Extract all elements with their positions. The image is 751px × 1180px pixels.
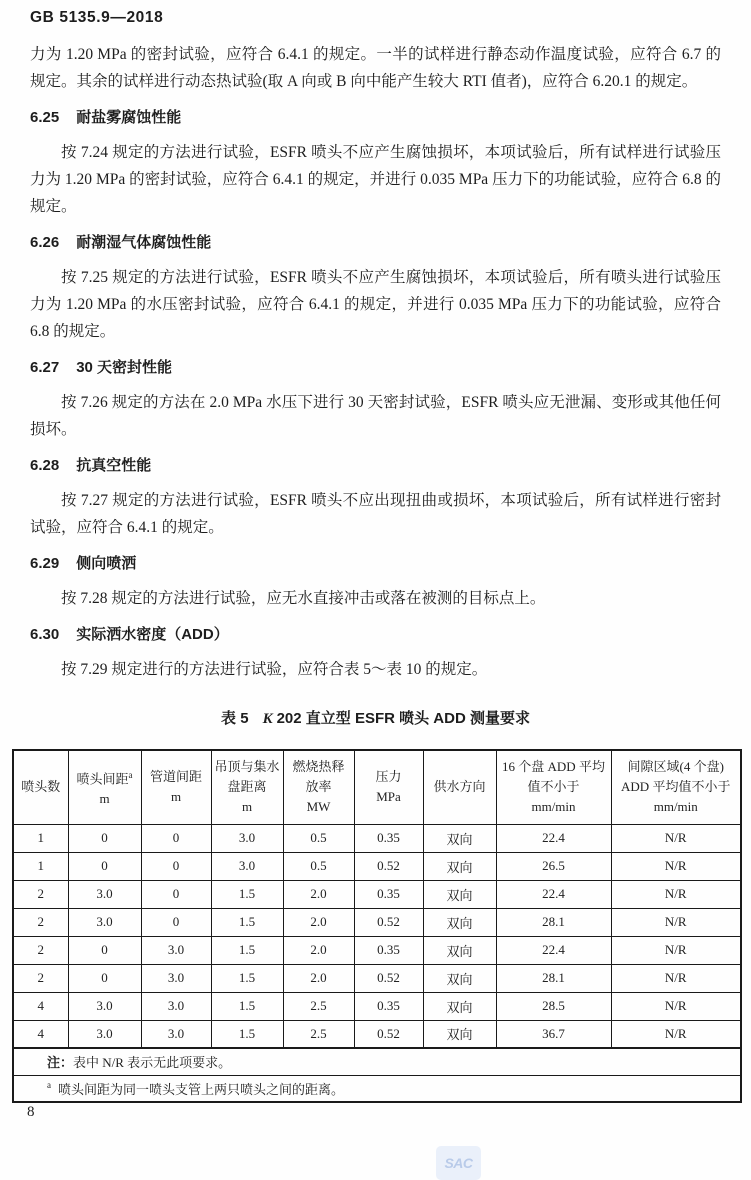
table-cell: 3.0 — [68, 1020, 141, 1048]
table-cell: 2.0 — [283, 908, 354, 936]
table-cell: 28.1 — [496, 908, 611, 936]
table-cell: 2.0 — [283, 880, 354, 908]
table5-caption-label: 表 5 — [221, 710, 249, 727]
table-note-row — [13, 1048, 741, 1075]
page-number: 8 — [27, 1104, 35, 1120]
section-heading-6-28 — [30, 458, 721, 474]
section-paragraph-6-26: 按 7.25 规定的方法进行试验，ESFR 喷头不应产生腐蚀损坏，本项试验后，所有喷头进行试验压力为 1.20 MPa 的水压密封试验，应符合 6.4.1 的规定，并进行 0.035 MPa 压力下的功能试验，应符合 6.8 的规定。 — [30, 269, 721, 340]
table-cell: 3.0 — [211, 824, 283, 852]
table-cell: 3.0 — [141, 1020, 211, 1048]
table-cell: N/R — [611, 1020, 741, 1048]
table5-caption — [30, 710, 721, 728]
table-cell: 2.5 — [283, 1020, 354, 1048]
table-cell: 1.5 — [211, 964, 283, 992]
table-cell: 26.5 — [496, 852, 611, 880]
table-row — [13, 992, 741, 1020]
table-cell: 28.1 — [496, 964, 611, 992]
table-cell: 1.5 — [211, 1020, 283, 1048]
section-title: 30 天密封性能 — [76, 359, 173, 376]
table-cell: 0 — [68, 852, 141, 880]
section-paragraph-6-25: 按 7.24 规定的方法进行试验，ESFR 喷头不应产生腐蚀损坏，本项试验后，所有试样进行试验压力为 1.20 MPa 的密封试验，应符合 6.4.1 的规定，并进行 0.035 MPa 压力下的功能试验，应符合 6.8 的规定。 — [30, 144, 721, 215]
table-cell: 2.5 — [283, 992, 354, 1020]
col-header-sprinkler-spacing: 喷头间距$^a$ m — [68, 750, 141, 824]
table-cell: 0 — [141, 824, 211, 852]
standard-number: GB 5135.9—2018 — [30, 9, 164, 26]
table-cell: 3.0 — [141, 992, 211, 1020]
section-paragraph-6-27: 按 7.26 规定的方法在 2.0 MPa 水压下进行 30 天密封试验，ESFR 喷头应无泄漏、变形或其他任何损坏。 — [30, 394, 721, 438]
note-text: 表中 N/R 表示无此项要求。 — [73, 1055, 232, 1071]
table-cell: 2.0 — [283, 964, 354, 992]
table-cell: 2 — [13, 880, 68, 908]
table-cell: N/R — [611, 880, 741, 908]
table-cell: 2 — [13, 964, 68, 992]
table-cell: 0.52 — [354, 908, 423, 936]
table-cell: 2 — [13, 936, 68, 964]
table-cell: 22.4 — [496, 824, 611, 852]
add-requirements-table — [12, 749, 742, 1103]
table-cell: 0 — [141, 908, 211, 936]
table5-caption-k-factor: K — [262, 711, 273, 727]
table-footnote — [13, 1075, 741, 1102]
table-footnote-row — [13, 1075, 741, 1102]
table-cell: 4 — [13, 992, 68, 1020]
col-header-16-pan-add-average: 16 个盘 ADD 平均值不小于 mm/min — [496, 750, 611, 824]
section-heading-6-30 — [30, 627, 721, 643]
table-cell: N/R — [611, 824, 741, 852]
table-cell: 双向 — [423, 964, 496, 992]
table-cell: 双向 — [423, 992, 496, 1020]
table-row — [13, 964, 741, 992]
section-number: 6.25 — [30, 109, 60, 126]
table-cell: 3.0 — [68, 908, 141, 936]
table-cell: 0.35 — [354, 992, 423, 1020]
table-cell: 0 — [141, 852, 211, 880]
table-cell: 0.52 — [354, 852, 423, 880]
section-number: 6.27 — [30, 359, 60, 376]
col-header-heat-release-rate: 燃烧热释放率 MW — [283, 750, 354, 824]
table-cell: 3.0 — [68, 992, 141, 1020]
table-cell: 0 — [68, 824, 141, 852]
section-heading-6-27 — [30, 360, 721, 376]
table-cell: 4 — [13, 1020, 68, 1048]
table-cell: 28.5 — [496, 992, 611, 1020]
table-cell: N/R — [611, 936, 741, 964]
table-cell: 1 — [13, 852, 68, 880]
section-heading-6-25 — [30, 110, 721, 126]
table-cell: 双向 — [423, 880, 496, 908]
section-title: 侧向喷洒 — [76, 555, 137, 572]
col-header-sprinkler-count: 喷头数 — [13, 750, 68, 824]
table-cell: N/R — [611, 992, 741, 1020]
col-header-ceiling-pan-distance: 吊顶与集水盘距离 m — [211, 750, 283, 824]
section-number: 6.28 — [30, 457, 60, 474]
table-cell: N/R — [611, 964, 741, 992]
table-cell: 36.7 — [496, 1020, 611, 1048]
table-cell: 22.4 — [496, 936, 611, 964]
note-label: 注： — [47, 1055, 74, 1071]
table5-caption-text: 202 直立型 ESFR 喷头 ADD 测量要求 — [276, 710, 530, 727]
col-header-pressure: 压力 MPa — [354, 750, 423, 824]
table-cell: 3.0 — [68, 880, 141, 908]
footnote-marker: a — [47, 1080, 51, 1091]
table-cell: 双向 — [423, 908, 496, 936]
table-row — [13, 852, 741, 880]
section-paragraph-6-29: 按 7.28 规定的方法进行试验，应无水直接冲击或落在被测的目标点上。 — [61, 590, 546, 607]
section-title: 耐潮湿气体腐蚀性能 — [76, 234, 212, 251]
section-title: 耐盐雾腐蚀性能 — [76, 109, 182, 126]
table-row — [13, 1020, 741, 1048]
section-number: 6.29 — [30, 555, 60, 572]
table-cell: N/R — [611, 908, 741, 936]
table-cell: 0 — [68, 936, 141, 964]
table-cell: 0.35 — [354, 880, 423, 908]
table-cell: 3.0 — [211, 852, 283, 880]
table-cell: 1.5 — [211, 880, 283, 908]
table-cell: 0.52 — [354, 964, 423, 992]
sac-logo-watermark: SAC — [436, 1146, 481, 1180]
table-cell: 2.0 — [283, 936, 354, 964]
table-cell: 1.5 — [211, 992, 283, 1020]
table-row — [13, 880, 741, 908]
section-paragraph-6-30: 按 7.29 规定进行的方法进行试验，应符合表 5～表 10 的规定。 — [61, 661, 488, 678]
table-cell: 0.5 — [283, 824, 354, 852]
table-cell: N/R — [611, 852, 741, 880]
table-cell: 22.4 — [496, 880, 611, 908]
table-cell: 0.52 — [354, 1020, 423, 1048]
table-cell: 双向 — [423, 1020, 496, 1048]
section-paragraph-6-28: 按 7.27 规定的方法进行试验，ESFR 喷头不应出现扭曲或损坏，本项试验后，所有试样进行密封试验，应符合 6.4.1 的规定。 — [30, 492, 721, 536]
table-cell: 1.5 — [211, 936, 283, 964]
section-number: 6.30 — [30, 626, 60, 643]
table-note — [13, 1048, 741, 1075]
table-cell: 双向 — [423, 852, 496, 880]
table-row — [13, 908, 741, 936]
section-number: 6.26 — [30, 234, 60, 251]
footnote-text: 喷头间距为同一喷头支管上两只喷头之间的距离。 — [58, 1081, 345, 1097]
table-header-row — [13, 750, 741, 824]
table-body — [13, 824, 741, 1048]
table-row — [13, 936, 741, 964]
table-cell: 0.35 — [354, 936, 423, 964]
table-cell: 2 — [13, 908, 68, 936]
table-cell: 0 — [68, 964, 141, 992]
table-cell: 1.5 — [211, 908, 283, 936]
table-cell: 0.5 — [283, 852, 354, 880]
table-cell: 0.35 — [354, 824, 423, 852]
table-cell: 双向 — [423, 936, 496, 964]
table-cell: 0 — [141, 880, 211, 908]
col-header-gap-area-add-average: 间隙区域(4 个盘) ADD 平均值不小于 mm/min — [611, 750, 741, 824]
table-cell: 3.0 — [141, 936, 211, 964]
section-title: 实际洒水密度（ADD） — [76, 626, 229, 643]
section-heading-6-29 — [30, 556, 721, 572]
col-header-water-supply-direction: 供水方向 — [423, 750, 496, 824]
col-header-pipe-spacing: 管道间距 m — [141, 750, 211, 824]
table-cell: 1 — [13, 824, 68, 852]
table-row — [13, 824, 741, 852]
section-title: 抗真空性能 — [76, 457, 152, 474]
intro-paragraph: 力为 1.20 MPa 的密封试验，应符合 6.4.1 的规定。一半的试样进行静态动作温度试验，应符合 6.7 的规定。其余的试样进行动态热试验(取 A 向或 B 向中能产生较大 RTI 值者)，应符合 6.20.1 的规定。 — [30, 46, 721, 90]
section-heading-6-26 — [30, 235, 721, 251]
table-cell: 3.0 — [141, 964, 211, 992]
table-cell: 双向 — [423, 824, 496, 852]
